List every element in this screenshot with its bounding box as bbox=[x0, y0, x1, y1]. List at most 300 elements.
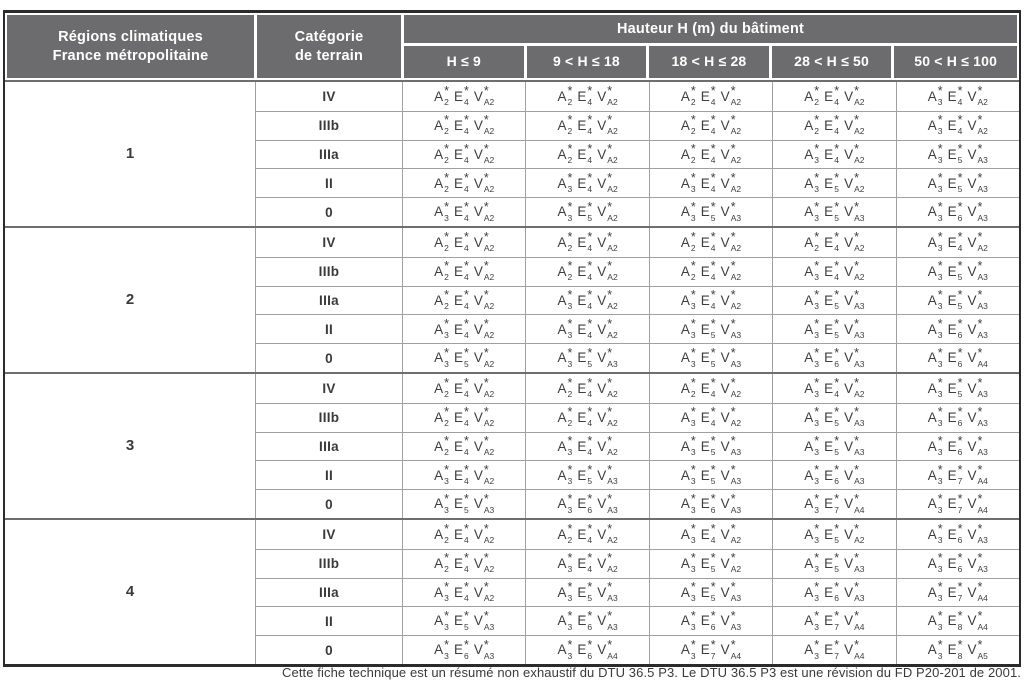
aev-token: E * 5 bbox=[700, 199, 716, 223]
aev-token: A * 3 bbox=[557, 199, 573, 223]
aev-token: A * 3 bbox=[434, 637, 449, 661]
aev-token: V * A3 bbox=[473, 491, 495, 515]
aev-token: E * 6 bbox=[577, 608, 593, 632]
aev-token: E * 4 bbox=[577, 170, 593, 194]
aev-token: A * 3 bbox=[804, 405, 820, 429]
aev-token: V * A2 bbox=[473, 170, 495, 194]
aev-cell bbox=[772, 286, 895, 315]
aev-token: E * 5 bbox=[577, 345, 593, 369]
aev-token: V * A4 bbox=[720, 637, 742, 661]
aev-token: E * 4 bbox=[700, 405, 716, 429]
aev-token: V * A2 bbox=[844, 375, 865, 399]
aev-token: A * 3 bbox=[804, 259, 820, 283]
aev-cell bbox=[525, 140, 648, 169]
aev-token: V * A4 bbox=[967, 462, 988, 486]
aev-token: V * A3 bbox=[720, 579, 742, 603]
aev-cell bbox=[402, 549, 525, 578]
aev-token: E * 4 bbox=[824, 375, 840, 399]
aev-token: V * A2 bbox=[597, 259, 618, 283]
aev-token: A * 2 bbox=[434, 170, 449, 194]
aev-token: E * 4 bbox=[947, 113, 963, 137]
aev-token: V * A2 bbox=[473, 141, 495, 165]
aev-token: A * 2 bbox=[557, 229, 573, 253]
terrain-cell: IIIb bbox=[255, 549, 402, 578]
aev-cell bbox=[772, 228, 895, 257]
aev-token: A * 3 bbox=[557, 287, 573, 311]
aev-token: A * 3 bbox=[680, 405, 696, 429]
aev-cell bbox=[896, 228, 1019, 257]
aev-cell bbox=[896, 460, 1019, 489]
aev-token: V * A3 bbox=[720, 433, 742, 457]
aev-cell bbox=[525, 460, 648, 489]
aev-token: E * 5 bbox=[700, 579, 716, 603]
aev-token: E * 4 bbox=[453, 259, 469, 283]
aev-cell bbox=[896, 578, 1019, 607]
aev-cell bbox=[402, 257, 525, 286]
aev-token: A * 3 bbox=[434, 608, 449, 632]
aev-token: A * 2 bbox=[680, 229, 696, 253]
aev-cell bbox=[649, 228, 772, 257]
aev-token: A * 3 bbox=[557, 579, 573, 603]
aev-token: E * 4 bbox=[453, 462, 469, 486]
aev-cell bbox=[649, 489, 772, 518]
aev-token: V * A2 bbox=[473, 259, 495, 283]
aev-token: A * 3 bbox=[434, 491, 449, 515]
aev-cell bbox=[896, 168, 1019, 197]
aev-token: A * 3 bbox=[557, 637, 573, 661]
aev-token: V * A4 bbox=[967, 579, 988, 603]
aev-token: E * 4 bbox=[453, 83, 469, 107]
aev-token: E * 4 bbox=[577, 287, 593, 311]
aev-token: E * 4 bbox=[453, 551, 469, 575]
aev-cell bbox=[649, 111, 772, 140]
header-hauteur-title: Hauteur H (m) du bâtiment bbox=[404, 15, 1017, 46]
header-col-h9: H ≤ 9 bbox=[404, 46, 527, 78]
aev-classification-table bbox=[3, 10, 1021, 667]
terrain-cell: 0 bbox=[255, 635, 402, 664]
header-regions-line1: Régions climatiques bbox=[58, 28, 203, 45]
aev-token: A * 3 bbox=[680, 521, 696, 545]
header-terrain-line2: de terrain bbox=[294, 47, 364, 64]
aev-token: E * 7 bbox=[947, 579, 963, 603]
terrain-cell: IIIb bbox=[255, 111, 402, 140]
aev-token: V * A2 bbox=[473, 229, 495, 253]
aev-token: V * A4 bbox=[967, 491, 988, 515]
terrain-cell: IIIa bbox=[255, 140, 402, 169]
aev-token: E * 4 bbox=[824, 259, 840, 283]
aev-cell bbox=[649, 82, 772, 111]
aev-token: A * 2 bbox=[680, 83, 696, 107]
aev-token: V * A2 bbox=[473, 199, 495, 223]
aev-cell bbox=[525, 286, 648, 315]
aev-token: A * 3 bbox=[557, 433, 573, 457]
aev-cell bbox=[402, 520, 525, 549]
aev-cell bbox=[772, 314, 895, 343]
aev-cell bbox=[772, 520, 895, 549]
aev-token: E * 4 bbox=[700, 141, 716, 165]
aev-token: V * A2 bbox=[473, 579, 495, 603]
aev-token: E * 5 bbox=[824, 433, 840, 457]
aev-token: V * A2 bbox=[720, 170, 742, 194]
aev-token: V * A3 bbox=[597, 345, 618, 369]
header-terrain-line1: Catégorie bbox=[294, 28, 364, 45]
aev-token: A * 3 bbox=[434, 579, 449, 603]
aev-token: V * A2 bbox=[720, 113, 742, 137]
aev-cell bbox=[649, 578, 772, 607]
aev-token: E * 4 bbox=[453, 579, 469, 603]
aev-token: E * 4 bbox=[577, 375, 593, 399]
aev-token: A * 3 bbox=[804, 637, 820, 661]
aev-cell bbox=[525, 314, 648, 343]
aev-token: A * 3 bbox=[927, 405, 943, 429]
aev-cell bbox=[772, 111, 895, 140]
aev-token: E * 4 bbox=[700, 113, 716, 137]
aev-token: V * A2 bbox=[967, 83, 988, 107]
terrain-cell: II bbox=[255, 314, 402, 343]
aev-token: E * 4 bbox=[577, 83, 593, 107]
aev-token: A * 2 bbox=[557, 259, 573, 283]
aev-token: A * 3 bbox=[557, 491, 573, 515]
aev-cell bbox=[772, 460, 895, 489]
aev-token: V * A2 bbox=[597, 141, 618, 165]
aev-token: E * 6 bbox=[824, 579, 840, 603]
aev-token: V * A2 bbox=[720, 551, 742, 575]
aev-token: A * 3 bbox=[927, 462, 943, 486]
aev-cell bbox=[772, 374, 895, 403]
aev-token: E * 5 bbox=[824, 521, 840, 545]
aev-token: E * 6 bbox=[577, 637, 593, 661]
aev-token: V * A2 bbox=[597, 405, 618, 429]
aev-token: E * 4 bbox=[700, 521, 716, 545]
aev-token: E * 4 bbox=[453, 287, 469, 311]
aev-token: E * 4 bbox=[453, 170, 469, 194]
aev-token: A * 2 bbox=[557, 405, 573, 429]
aev-token: E * 4 bbox=[453, 433, 469, 457]
aev-token: E * 4 bbox=[577, 229, 593, 253]
aev-token: V * A2 bbox=[597, 229, 618, 253]
aev-token: V * A3 bbox=[597, 579, 618, 603]
aev-cell bbox=[896, 140, 1019, 169]
aev-token: V * A2 bbox=[473, 113, 495, 137]
aev-token: V * A3 bbox=[844, 405, 865, 429]
aev-token: E * 4 bbox=[947, 229, 963, 253]
region-label: 3 bbox=[125, 437, 135, 455]
aev-token: E * 8 bbox=[947, 637, 963, 661]
aev-token: A * 2 bbox=[557, 113, 573, 137]
aev-token: A * 2 bbox=[804, 113, 820, 137]
aev-cell bbox=[525, 578, 648, 607]
aev-token: A * 3 bbox=[927, 637, 943, 661]
aev-cell bbox=[525, 111, 648, 140]
aev-cell bbox=[525, 197, 648, 226]
aev-token: V * A2 bbox=[720, 83, 742, 107]
aev-cell bbox=[402, 111, 525, 140]
aev-token: E * 4 bbox=[577, 113, 593, 137]
aev-token: V * A2 bbox=[473, 462, 495, 486]
aev-token: V * A3 bbox=[720, 462, 742, 486]
aev-token: V * A3 bbox=[967, 375, 988, 399]
terrain-cell: II bbox=[255, 460, 402, 489]
aev-token: V * A2 bbox=[844, 83, 865, 107]
aev-token: V * A2 bbox=[844, 141, 865, 165]
aev-token: V * A2 bbox=[473, 551, 495, 575]
aev-token: A * 3 bbox=[804, 316, 820, 340]
aev-token: E * 6 bbox=[947, 345, 963, 369]
aev-token: A * 3 bbox=[680, 637, 696, 661]
aev-token: V * A3 bbox=[473, 637, 495, 661]
aev-token: A * 2 bbox=[434, 405, 449, 429]
aev-token: E * 5 bbox=[700, 551, 716, 575]
aev-cell bbox=[649, 520, 772, 549]
aev-token: E * 6 bbox=[947, 316, 963, 340]
aev-token: E * 4 bbox=[824, 229, 840, 253]
aev-cell bbox=[772, 403, 895, 432]
terrain-cell: IIIb bbox=[255, 403, 402, 432]
aev-cell bbox=[525, 343, 648, 372]
aev-token: V * A2 bbox=[473, 405, 495, 429]
aev-cell bbox=[649, 140, 772, 169]
terrain-cell: IV bbox=[255, 374, 402, 403]
aev-token: V * A3 bbox=[720, 608, 742, 632]
aev-token: E * 5 bbox=[453, 345, 469, 369]
aev-token: E * 4 bbox=[700, 287, 716, 311]
terrain-cell: IIIa bbox=[255, 578, 402, 607]
aev-token: V * A3 bbox=[597, 462, 618, 486]
aev-token: A * 3 bbox=[680, 316, 696, 340]
aev-cell bbox=[525, 549, 648, 578]
aev-cell bbox=[525, 520, 648, 549]
aev-token: A * 3 bbox=[927, 113, 943, 137]
aev-token: E * 6 bbox=[824, 345, 840, 369]
aev-token: E * 6 bbox=[453, 637, 469, 661]
aev-token: A * 3 bbox=[804, 521, 820, 545]
header-col-h50-100: 50 < H ≤ 100 bbox=[894, 46, 1017, 78]
header-hauteur-subrow bbox=[404, 46, 1017, 78]
aev-token: A * 2 bbox=[680, 259, 696, 283]
aev-token: A * 3 bbox=[804, 608, 820, 632]
aev-token: E * 5 bbox=[947, 287, 963, 311]
aev-token: A * 2 bbox=[680, 113, 696, 137]
aev-token: V * A3 bbox=[473, 608, 495, 632]
aev-token: A * 3 bbox=[557, 608, 573, 632]
terrain-cell: IIIa bbox=[255, 286, 402, 315]
aev-token: A * 3 bbox=[804, 579, 820, 603]
aev-cell bbox=[772, 168, 895, 197]
header-regions-line2: France métropolitaine bbox=[52, 47, 209, 64]
terrain-cell: II bbox=[255, 168, 402, 197]
aev-token: A * 2 bbox=[434, 551, 449, 575]
aev-token: A * 3 bbox=[927, 199, 943, 223]
aev-token: V * A2 bbox=[473, 375, 495, 399]
aev-token: E * 4 bbox=[453, 316, 469, 340]
aev-cell bbox=[649, 549, 772, 578]
header-hauteur-group bbox=[404, 15, 1017, 78]
header-col-h9-18: 9 < H ≤ 18 bbox=[527, 46, 650, 78]
aev-token: A * 2 bbox=[804, 83, 820, 107]
aev-cell bbox=[402, 314, 525, 343]
aev-token: V * A2 bbox=[720, 259, 742, 283]
aev-token: V * A3 bbox=[967, 316, 988, 340]
aev-cell bbox=[402, 286, 525, 315]
table-body bbox=[5, 80, 1019, 664]
aev-cell bbox=[896, 197, 1019, 226]
aev-token: A * 3 bbox=[927, 170, 943, 194]
aev-token: E * 5 bbox=[824, 405, 840, 429]
aev-token: V * A3 bbox=[720, 345, 742, 369]
aev-token: E * 4 bbox=[700, 170, 716, 194]
aev-token: A * 3 bbox=[434, 345, 449, 369]
aev-token: A * 2 bbox=[434, 287, 449, 311]
terrain-cell: II bbox=[255, 606, 402, 635]
aev-cell bbox=[772, 257, 895, 286]
aev-token: V * A4 bbox=[967, 345, 988, 369]
aev-token: A * 3 bbox=[804, 199, 820, 223]
aev-token: V * A3 bbox=[844, 551, 865, 575]
region-label: 2 bbox=[125, 291, 135, 309]
aev-token: V * A2 bbox=[597, 521, 618, 545]
aev-cell bbox=[896, 635, 1019, 664]
aev-token: E * 5 bbox=[824, 316, 840, 340]
aev-token: V * A5 bbox=[967, 637, 988, 661]
aev-token: E * 4 bbox=[453, 141, 469, 165]
aev-token: A * 3 bbox=[680, 491, 696, 515]
aev-token: V * A3 bbox=[720, 491, 742, 515]
aev-token: V * A2 bbox=[597, 433, 618, 457]
aev-cell bbox=[772, 489, 895, 518]
aev-cell bbox=[896, 111, 1019, 140]
aev-token: A * 3 bbox=[557, 462, 573, 486]
aev-token: A * 3 bbox=[434, 316, 449, 340]
terrain-cell: 0 bbox=[255, 489, 402, 518]
table-header bbox=[5, 13, 1019, 80]
aev-token: A * 3 bbox=[927, 433, 943, 457]
aev-token: E * 7 bbox=[947, 462, 963, 486]
aev-cell bbox=[649, 403, 772, 432]
aev-token: E * 5 bbox=[453, 491, 469, 515]
aev-cell bbox=[525, 257, 648, 286]
aev-cell bbox=[649, 257, 772, 286]
aev-token: A * 2 bbox=[557, 375, 573, 399]
aev-token: E * 4 bbox=[453, 521, 469, 545]
aev-token: V * A3 bbox=[597, 491, 618, 515]
aev-token: A * 2 bbox=[680, 141, 696, 165]
aev-token: E * 5 bbox=[824, 287, 840, 311]
aev-token: E * 5 bbox=[824, 199, 840, 223]
aev-token: A * 3 bbox=[804, 375, 820, 399]
header-col-h18-28: 18 < H ≤ 28 bbox=[649, 46, 772, 78]
aev-cell bbox=[772, 197, 895, 226]
aev-token: E * 4 bbox=[700, 229, 716, 253]
aev-cell bbox=[772, 635, 895, 664]
aev-token: V * A2 bbox=[844, 170, 865, 194]
aev-token: E * 7 bbox=[824, 491, 840, 515]
aev-token: V * A2 bbox=[720, 229, 742, 253]
aev-token: V * A3 bbox=[844, 462, 865, 486]
aev-token: E * 6 bbox=[824, 462, 840, 486]
aev-token: A * 3 bbox=[927, 375, 943, 399]
aev-cell bbox=[402, 578, 525, 607]
aev-token: V * A3 bbox=[597, 608, 618, 632]
aev-cell bbox=[772, 432, 895, 461]
aev-token: E * 4 bbox=[577, 433, 593, 457]
aev-token: A * 2 bbox=[434, 375, 449, 399]
aev-token: A * 3 bbox=[680, 462, 696, 486]
aev-cell bbox=[896, 520, 1019, 549]
aev-token: V * A3 bbox=[844, 199, 865, 223]
aev-token: V * A3 bbox=[844, 316, 865, 340]
aev-token: A * 3 bbox=[557, 316, 573, 340]
aev-cell bbox=[896, 606, 1019, 635]
aev-cell bbox=[772, 578, 895, 607]
aev-token: A * 3 bbox=[927, 345, 943, 369]
aev-cell bbox=[402, 228, 525, 257]
aev-token: E * 4 bbox=[824, 113, 840, 137]
aev-token: V * A2 bbox=[597, 375, 618, 399]
aev-token: V * A3 bbox=[844, 579, 865, 603]
terrain-cell: IIIa bbox=[255, 432, 402, 461]
aev-cell bbox=[525, 403, 648, 432]
aev-token: V * A2 bbox=[720, 287, 742, 311]
aev-cell bbox=[402, 403, 525, 432]
aev-token: V * A3 bbox=[967, 521, 988, 545]
aev-cell bbox=[649, 374, 772, 403]
aev-token: V * A2 bbox=[597, 316, 618, 340]
aev-token: A * 3 bbox=[927, 259, 943, 283]
aev-token: E * 5 bbox=[824, 551, 840, 575]
aev-token: E * 4 bbox=[577, 141, 593, 165]
aev-token: A * 3 bbox=[680, 199, 696, 223]
terrain-cell: 0 bbox=[255, 343, 402, 372]
aev-token: A * 3 bbox=[804, 170, 820, 194]
aev-token: E * 4 bbox=[453, 375, 469, 399]
aev-cell bbox=[525, 432, 648, 461]
aev-cell bbox=[402, 82, 525, 111]
aev-token: A * 3 bbox=[680, 579, 696, 603]
aev-cell bbox=[525, 82, 648, 111]
aev-token: E * 7 bbox=[947, 491, 963, 515]
aev-token: A * 3 bbox=[557, 345, 573, 369]
aev-token: V * A2 bbox=[844, 521, 865, 545]
aev-cell bbox=[402, 343, 525, 372]
aev-cell bbox=[896, 403, 1019, 432]
region-block-2 bbox=[5, 226, 1019, 372]
aev-token: E * 4 bbox=[577, 551, 593, 575]
aev-cell bbox=[649, 432, 772, 461]
aev-token: A * 2 bbox=[434, 259, 449, 283]
aev-cell bbox=[896, 257, 1019, 286]
aev-token: A * 3 bbox=[680, 551, 696, 575]
region-block-1 bbox=[5, 82, 1019, 226]
aev-cell bbox=[896, 314, 1019, 343]
aev-token: V * A4 bbox=[967, 608, 988, 632]
aev-token: A * 3 bbox=[804, 433, 820, 457]
header-col-h28-50: 28 < H ≤ 50 bbox=[772, 46, 895, 78]
footnote: Cette fiche technique est un résumé non exhaustif du DTU 36.5 P3. Le DTU 36.5 P3 est une révision du FD P20-201 de 2001. bbox=[282, 665, 1021, 680]
aev-token: V * A2 bbox=[720, 375, 742, 399]
aev-cell bbox=[896, 343, 1019, 372]
aev-token: E * 5 bbox=[700, 462, 716, 486]
aev-cell bbox=[525, 374, 648, 403]
aev-token: E * 5 bbox=[700, 433, 716, 457]
aev-token: E * 5 bbox=[947, 141, 963, 165]
aev-token: A * 3 bbox=[680, 608, 696, 632]
aev-token: E * 4 bbox=[700, 375, 716, 399]
terrain-cell: IV bbox=[255, 82, 402, 111]
aev-token: E * 4 bbox=[577, 521, 593, 545]
aev-token: E * 4 bbox=[577, 405, 593, 429]
aev-token: E * 4 bbox=[700, 83, 716, 107]
aev-token: E * 5 bbox=[947, 375, 963, 399]
